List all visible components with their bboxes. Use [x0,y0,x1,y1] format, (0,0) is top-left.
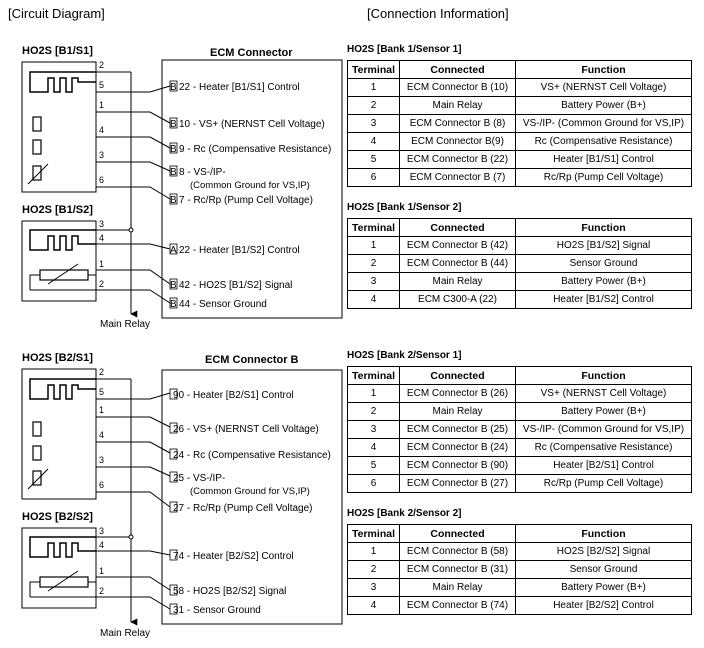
function-cell: Heater [B2/S2] Control [516,597,692,615]
col-connected: Connected [400,219,516,237]
table-title: HO2S [Bank 1/Sensor 1] [347,44,462,55]
connector-letter-1: B [170,82,177,93]
sensor-title-b2s2: HO2S [B2/S2] [22,511,93,523]
table-row [348,457,692,475]
col-terminal: Terminal [348,525,400,543]
table-row [348,385,692,403]
connected-cell: Main Relay [400,403,516,421]
terminal-cell: 3 [348,115,400,133]
pin-b1s1-1: 2 [99,60,105,70]
pin-b1s1-4: 4 [99,125,105,135]
pin-b2s2-1: 3 [99,526,105,536]
connection-table-b1s1 [347,60,692,187]
main-relay-label-1: Main Relay [100,319,151,330]
connected-cell: ECM Connector B (22) [400,151,516,169]
nernst-cell-b1s1 [33,117,41,131]
pin-b2s2-3: 1 [99,566,105,576]
ecm-label-1-3: 9 - Rc (Compensative Resistance) [179,144,332,155]
connector-letter-3: B [170,144,177,155]
function-cell: HO2S [B2/S2] Signal [516,543,692,561]
function-cell: Heater [B1/S1] Control [516,151,692,169]
sensor-title-b2s1: HO2S [B2/S1] [22,352,93,364]
table-row [348,579,692,597]
connected-cell: ECM Connector B (27) [400,475,516,493]
table-row [348,115,692,133]
connected-cell: ECM Connector B (58) [400,543,516,561]
main-relay-label-2: Main Relay [100,628,151,639]
table-row [348,475,692,493]
connection-table-b1s2 [347,218,692,309]
table-title: HO2S [Bank 2/Sensor 2] [347,508,462,519]
col-connected: Connected [400,61,516,79]
connector-letter-2: B [170,119,177,130]
ecm-label-1-2: 10 - VS+ (NERNST Cell Voltage) [179,119,325,130]
heater-element-b1s1 [30,78,96,92]
connector-letter-7: B [170,280,177,291]
ecm-label-2-8: 31 - Sensor Ground [173,605,261,616]
col-function: Function [516,525,692,543]
function-cell: Sensor Ground [516,255,692,273]
sensor-box-b1s2 [22,221,96,301]
terminal-cell: 4 [348,291,400,309]
table-title: HO2S [Bank 1/Sensor 2] [347,202,462,213]
sensor-box-b2s2 [22,528,96,608]
function-cell: Heater [B2/S1] Control [516,457,692,475]
table-section-b2s2 [347,508,691,615]
table-row [348,561,692,579]
pin-b1s1-5: 3 [99,150,105,160]
pin-b1s1-6: 6 [99,175,105,185]
circuit-diagram-header: [Circuit Diagram] [8,6,105,21]
terminal-cell: 1 [348,79,400,97]
ecm-label-2-3: 24 - Rc (Compensative Resistance) [173,450,331,461]
table-row [348,291,692,309]
function-cell: Battery Power (B+) [516,579,692,597]
heater-element-b1s2 [30,236,96,250]
function-cell: Sensor Ground [516,561,692,579]
pin-b1s2-4: 2 [99,279,105,289]
nernst-cell-b2s1 [33,422,41,436]
connection-table-b2s1 [347,366,692,493]
connected-cell: Main Relay [400,579,516,597]
comp-resistor-b2s1 [33,446,41,460]
terminal-cell: 1 [348,237,400,255]
connected-cell: ECM Connector B(9) [400,133,516,151]
function-cell: VS-/IP- (Common Ground for VS,IP) [516,421,692,439]
col-connected: Connected [400,525,516,543]
diagram-bank2 [22,352,342,639]
table-row [348,439,692,457]
function-cell: VS+ (NERNST Cell Voltage) [516,79,692,97]
heater-element-b2s1 [30,385,96,399]
table-row [348,97,692,115]
table-row [348,255,692,273]
terminal-cell: 3 [348,421,400,439]
ecm-label-2-4b: (Common Ground for VS,IP) [190,486,310,497]
function-cell: Rc/Rp (Pump Cell Voltage) [516,169,692,187]
connector-letter-8: B [170,299,177,310]
terminal-cell: 6 [348,169,400,187]
terminal-cell: 4 [348,597,400,615]
terminal-cell: 6 [348,475,400,493]
connected-cell: ECM Connector B (10) [400,79,516,97]
table-row [348,543,692,561]
table-row [348,133,692,151]
function-cell: VS-/IP- (Common Ground for VS,IP) [516,115,692,133]
col-function: Function [516,367,692,385]
function-cell: Rc (Compensative Resistance) [516,439,692,457]
ecm-label-2-5: 27 - Rc/Rp (Pump Cell Voltage) [173,503,313,514]
pin-b2s1-1: 2 [99,367,105,377]
connected-cell: ECM Connector B (25) [400,421,516,439]
pin-b2s1-5: 3 [99,455,105,465]
ecm-label-1-6: 22 - Heater [B1/S2] Control [179,245,300,256]
terminal-cell: 2 [348,403,400,421]
connected-cell: ECM Connector B (74) [400,597,516,615]
ecm-label-1-4b: (Common Ground for VS,IP) [190,180,310,191]
table-title: HO2S [Bank 2/Sensor 1] [347,350,462,361]
terminal-cell: 1 [348,543,400,561]
ecm-label-2-2: 26 - VS+ (NERNST Cell Voltage) [173,424,319,435]
ecm-label-1-1: 22 - Heater [B1/S1] Control [179,82,300,93]
col-terminal: Terminal [348,367,400,385]
ecm-label-2-7: 58 - HO2S [B2/S2] Signal [173,586,287,597]
pin-b1s1-2: 5 [99,80,105,90]
ecm-label-2-4: 25 - VS-/IP- [173,473,226,484]
terminal-cell: 2 [348,561,400,579]
function-cell: Rc/Rp (Pump Cell Voltage) [516,475,692,493]
table-section-b2s1 [347,350,691,493]
ecm-label-1-7: 42 - HO2S [B1/S2] Signal [179,280,293,291]
terminal-cell: 3 [348,273,400,291]
ecm-label-1-8: 44 - Sensor Ground [179,299,267,310]
ecm-label-2-6: 74 - Heater [B2/S2] Control [173,551,294,562]
table-row [348,403,692,421]
connected-cell: ECM Connector B (31) [400,561,516,579]
connector-letter-6: A [170,245,177,256]
sensor-element-b2s2 [40,577,88,587]
col-function: Function [516,219,692,237]
ecm-label-1-5: 7 - Rc/Rp (Pump Cell Voltage) [179,195,313,206]
connected-cell: ECM C300-A (22) [400,291,516,309]
function-cell: HO2S [B1/S2] Signal [516,237,692,255]
pin-b2s2-4: 2 [99,586,105,596]
diagram-bank1 [22,45,342,330]
connected-cell: ECM Connector B (26) [400,385,516,403]
terminal-cell: 3 [348,579,400,597]
table-row [348,273,692,291]
function-cell: Battery Power (B+) [516,403,692,421]
heater-element-b2s2 [30,543,96,557]
table-row [348,79,692,97]
terminal-cell: 2 [348,255,400,273]
circuit-diagram [0,0,345,648]
connected-cell: ECM Connector B (42) [400,237,516,255]
pin-b2s1-2: 5 [99,387,105,397]
terminal-cell: 5 [348,151,400,169]
connected-cell: ECM Connector B (7) [400,169,516,187]
function-cell: Heater [B1/S2] Control [516,291,692,309]
terminal-cell: 4 [348,439,400,457]
col-function: Function [516,61,692,79]
col-terminal: Terminal [348,61,400,79]
col-terminal: Terminal [348,219,400,237]
function-cell: Rc (Compensative Resistance) [516,133,692,151]
connected-cell: Main Relay [400,97,516,115]
col-connected: Connected [400,367,516,385]
connection-table-b2s2 [347,524,692,615]
ecm-title-1: ECM Connector [210,47,293,59]
connected-cell: ECM Connector B (8) [400,115,516,133]
sensor-title-b1s1: HO2S [B1/S1] [22,45,93,57]
sensor-title-b1s2: HO2S [B1/S2] [22,204,93,216]
function-cell: Battery Power (B+) [516,273,692,291]
table-row [348,169,692,187]
connected-cell: ECM Connector B (44) [400,255,516,273]
terminal-cell: 5 [348,457,400,475]
table-row [348,421,692,439]
pin-b1s2-2: 4 [99,233,105,243]
terminal-cell: 4 [348,133,400,151]
ecm-label-1-4: 8 - VS-/IP- [179,167,226,178]
table-row [348,151,692,169]
comp-resistor-b1s1 [33,140,41,154]
sensor-element-b1s2 [40,270,88,280]
connected-cell: Main Relay [400,273,516,291]
pin-b1s2-3: 1 [99,259,105,269]
pin-b2s1-3: 1 [99,405,105,415]
pin-b1s1-3: 1 [99,100,105,110]
terminal-cell: 1 [348,385,400,403]
pin-b1s2-1: 3 [99,219,105,229]
table-section-b1s2 [347,202,691,309]
connected-cell: ECM Connector B (90) [400,457,516,475]
connector-letter-5: B [170,195,177,206]
terminal-cell: 2 [348,97,400,115]
function-cell: Battery Power (B+) [516,97,692,115]
pin-b2s1-4: 4 [99,430,105,440]
connection-info-header: [Connection Information] [367,6,509,21]
connected-cell: ECM Connector B (24) [400,439,516,457]
table-row [348,597,692,615]
pin-b2s1-6: 6 [99,480,105,490]
ecm-label-2-1: 90 - Heater [B2/S1] Control [173,390,294,401]
function-cell: VS+ (NERNST Cell Voltage) [516,385,692,403]
pin-b2s2-2: 4 [99,540,105,550]
table-section-b1s1 [347,44,691,187]
ecm-title-2: ECM Connector B [205,354,299,366]
connector-letter-4: B [170,167,177,178]
table-row [348,237,692,255]
